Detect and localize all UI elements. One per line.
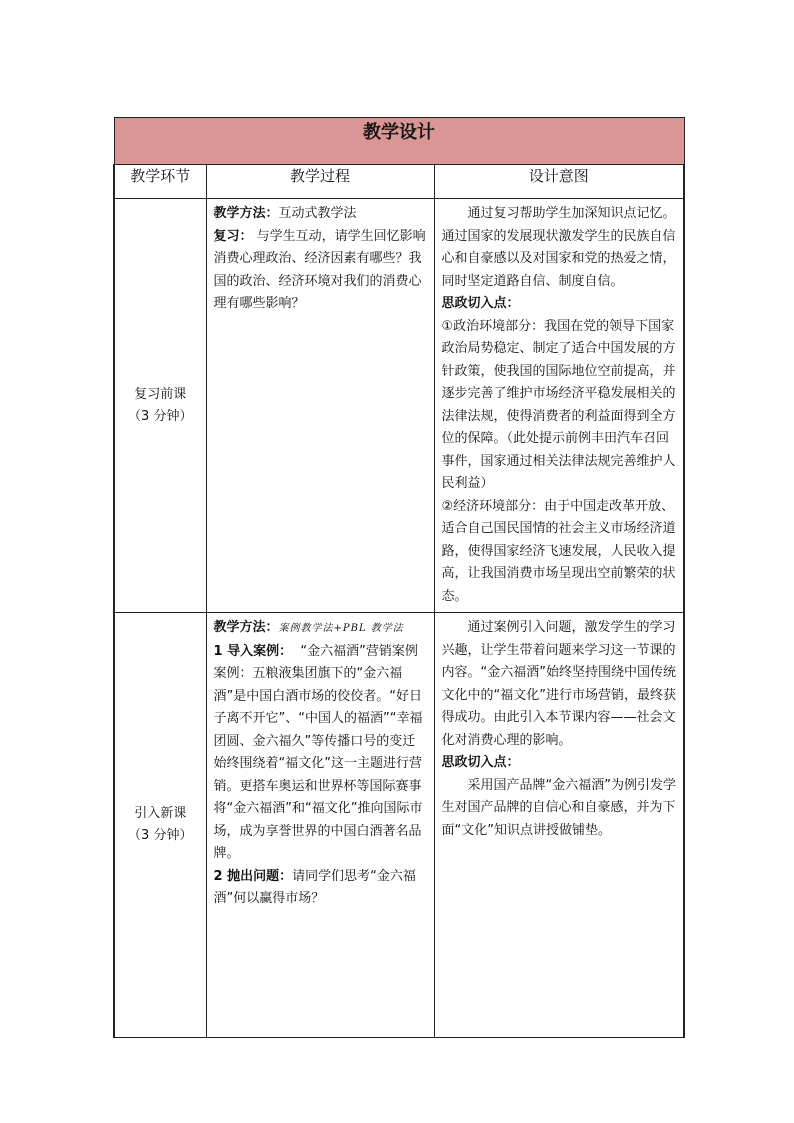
table-title: 教学设计 bbox=[114, 118, 684, 165]
intent-intro: 通过复习帮助学生加深知识点记忆。通过国家的发展现状激发学生的民族自信心和自豪感以及对国家和党的热爱之情，同时坚定道路自信、制度自信。 bbox=[441, 206, 676, 289]
question-text: 请同学们思考“金六福酒”何以赢得市场？ bbox=[213, 868, 416, 906]
method-label: 教学方法： bbox=[213, 206, 279, 221]
stage-cell-intro bbox=[114, 613, 206, 1038]
case-title: “金六福酒”营销案例 bbox=[300, 643, 418, 659]
intent-point-1: ①政治环境部分：我国在党的领导下国家政治局势稳定、制定了适合中国发展的方针政策，使我国的国际地位空前提高，并逐步完善了维护市场经济平稳发展相关的法律法规，使得消费者的利益面得到全方位的保障。（此处提示前例丰田汽车召回事件，国家通过相关法律法规完善维护人民利益） bbox=[441, 318, 676, 491]
header-process: 教学过程 bbox=[206, 165, 434, 199]
stage-name: 复习前课 bbox=[134, 386, 187, 402]
method-value: 互动式教学法 bbox=[278, 206, 357, 221]
intent-cell-review bbox=[434, 199, 684, 613]
review-text: 与学生互动，请学生回忆影响消费心理政治、经济因素有哪些？我国的政治、经济环境对我们的消费心理有哪些影响？ bbox=[213, 228, 426, 311]
question-label: 2 抛出问题： bbox=[213, 868, 293, 884]
method-value: 案例教学法+PBL 教学法 bbox=[278, 623, 404, 634]
table-row-intro bbox=[114, 613, 684, 1038]
review-label: 复习： bbox=[213, 228, 253, 244]
stage-cell-review bbox=[114, 199, 206, 613]
process-cell-intro bbox=[206, 613, 434, 1038]
header-intent: 设计意图 bbox=[434, 165, 684, 199]
process-cell-review bbox=[206, 199, 434, 613]
method-label: 教学方法： bbox=[213, 620, 279, 635]
intent-point-label: 思政切入点： bbox=[441, 296, 520, 311]
intent-point-text: 采用国产品牌“金六福酒”为例引发学生对国产品牌的自信心和自豪感，并为下面“文化”知识点讲授做铺垫。 bbox=[441, 777, 676, 838]
title-row bbox=[114, 118, 684, 165]
teaching-design-table bbox=[113, 117, 685, 1038]
stage-name: 引入新课 bbox=[134, 806, 187, 821]
intent-point-2: ②经济环境部分：由于中国走改革开放、适合自己国民国情的社会主义市场经济道路，使得国家经济飞速发展，人民收入提高，让我国消费市场呈现出空前繁荣的状态。 bbox=[441, 498, 676, 604]
stage-time: （3 分钟） bbox=[128, 408, 193, 424]
header-stage: 教学环节 bbox=[114, 165, 206, 199]
stage-time: （3 分钟） bbox=[128, 828, 193, 843]
case-text: 案例：五粮液集团旗下的“金六福酒”是中国白酒市场的佼佼者。“好日子离不开它”、“中国人的福酒”“幸福团圆、金六福久”等传播口号的变迁始终围绕着“福文化”这一主题进行营销。更搭车奥运和世界杯等国际赛事将“金六福酒”和“福文化”推向国际市场，成为享誉世界的中国白酒著名品牌。 bbox=[213, 666, 423, 861]
case-label: 1 导入案例： bbox=[213, 643, 293, 659]
table-row-review bbox=[114, 199, 684, 613]
intent-intro: 通过案例引入问题，激发学生的学习兴趣，让学生带着问题来学习这一节课的内容。“金六福酒”始终坚持围绕中国传统文化中的“福文化”进行市场营销，最终获得成功。由此引入本节课内容——社会文化对消费心理的影响。 bbox=[441, 620, 676, 748]
intent-point-label: 思政切入点： bbox=[441, 755, 520, 770]
header-row bbox=[114, 165, 684, 199]
intent-cell-intro bbox=[434, 613, 684, 1038]
